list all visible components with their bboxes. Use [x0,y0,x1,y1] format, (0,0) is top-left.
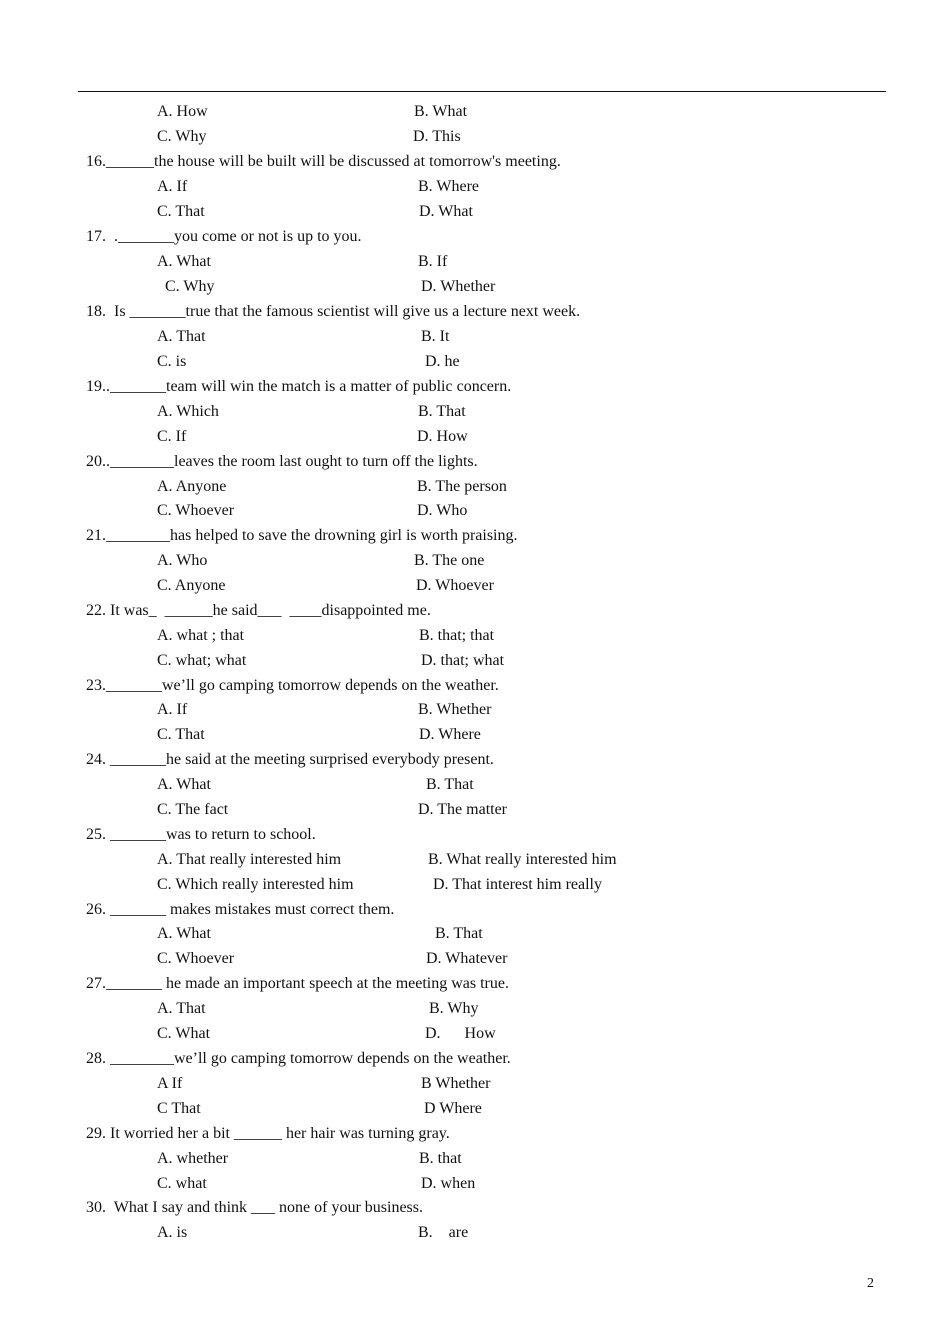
question-16-option-b: B. Where [418,178,480,195]
option-d: D. This [413,128,461,145]
question-16-option-a: A. If [157,178,188,195]
question-20-option-a: A. Anyone [157,478,227,495]
question-25-stem: 25. _______was to return to school. [86,826,316,843]
question-17-option-a: A. What [157,253,211,270]
option-a: A. How [157,103,208,120]
question-18-option-c: C. is [157,353,187,370]
option-b: B. What [414,103,468,120]
question-30-option-a: A. is [157,1224,188,1241]
question-22-option-c: C. what; what [157,652,247,669]
question-21-option-b: B. The one [414,552,485,569]
question-27-option-b: B. Why [429,1000,479,1017]
question-29-option-b: B. that [419,1150,462,1167]
question-26-option-b: B. That [435,925,483,942]
question-19-option-a: A. Which [157,403,219,420]
question-17-option-d: D. Whether [421,278,496,295]
question-21-stem: 21.________has helped to save the drowning girl is worth praising. [86,527,518,544]
question-29-option-c: C. what [157,1175,207,1192]
question-18-option-b: B. It [421,328,450,345]
question-16-option-d: D. What [419,203,473,220]
page-number: 2 [867,1276,874,1291]
question-27-option-c: C. What [157,1025,211,1042]
question-18-option-d: D. he [425,353,460,370]
question-23-option-b: B. Whether [418,701,492,718]
question-23-option-c: C. That [157,726,205,743]
question-18-stem: 18. Is _______true that the famous scientist will give us a lecture next week. [86,303,581,320]
question-30-option-b: B. are [418,1224,469,1241]
question-25-option-a: A. That really interested him [157,851,342,868]
question-27-stem: 27._______ he made an important speech at the meeting was true. [86,975,509,992]
question-24-option-c: C. The fact [157,801,229,818]
question-19-stem: 19.._______team will win the match is a matter of public concern. [86,378,512,395]
question-16-stem: 16.______the house will be built will be discussed at tomorrow's meeting. [86,153,561,170]
question-28-option-d: D Where [424,1100,482,1117]
question-21-option-d: D. Whoever [416,577,494,594]
question-27-option-a: A. That [157,1000,206,1017]
question-22-stem: 22. It was_ ______he said___ ____disappointed me. [86,602,431,619]
question-22-option-b: B. that; that [419,627,495,644]
question-17-option-c: C. Why [165,278,215,295]
option-c: C. Why [157,128,207,145]
question-21-option-c: C. Anyone [157,577,226,594]
question-19-option-b: B. That [418,403,466,420]
question-24-option-b: B. That [426,776,474,793]
question-17-option-b: B. If [418,253,448,270]
question-22-option-a: A. what ; that [157,627,245,644]
question-23-option-d: D. Where [419,726,481,743]
question-29-option-d: D. when [421,1175,476,1192]
question-25-option-b: B. What really interested him [428,851,617,868]
question-18-option-a: A. That [157,328,206,345]
question-24-option-d: D. The matter [418,801,508,818]
question-26-option-d: D. Whatever [426,950,508,967]
question-25-option-d: D. That interest him really [433,876,602,893]
question-17-stem: 17. ._______you come or not is up to you. [86,228,362,245]
question-26-option-c: C. Whoever [157,950,235,967]
question-30-stem: 30. What I say and think ___ none of your business. [86,1199,423,1216]
question-27-option-d: D. How [425,1025,496,1042]
question-29-option-a: A. whether [157,1150,229,1167]
question-23-stem: 23._______we’ll go camping tomorrow depends on the weather. [86,677,499,694]
question-23-option-a: A. If [157,701,188,718]
question-26-option-a: A. What [157,925,211,942]
question-19-option-d: D. How [417,428,468,445]
question-21-option-a: A. Who [157,552,208,569]
question-24-stem: 24. _______he said at the meeting surprised everybody present. [86,751,494,768]
question-29-stem: 29. It worried her a bit ______ her hair was turning gray. [86,1125,450,1142]
header-rule [78,91,886,92]
question-20-stem: 20..________leaves the room last ought to turn off the lights. [86,453,478,470]
question-28-option-b: B Whether [421,1075,491,1092]
question-28-option-c: C That [157,1100,201,1117]
question-25-option-c: C. Which really interested him [157,876,354,893]
question-24-option-a: A. What [157,776,211,793]
question-16-option-c: C. That [157,203,205,220]
question-20-option-c: C. Whoever [157,502,235,519]
question-28-option-a: A If [157,1075,183,1092]
question-20-option-d: D. Who [417,502,468,519]
question-22-option-d: D. that; what [421,652,505,669]
question-19-option-c: C. If [157,428,187,445]
question-20-option-b: B. The person [417,478,507,495]
question-28-stem: 28. ________we’ll go camping tomorrow depends on the weather. [86,1050,511,1067]
question-26-stem: 26. _______ makes mistakes must correct them. [86,901,395,918]
